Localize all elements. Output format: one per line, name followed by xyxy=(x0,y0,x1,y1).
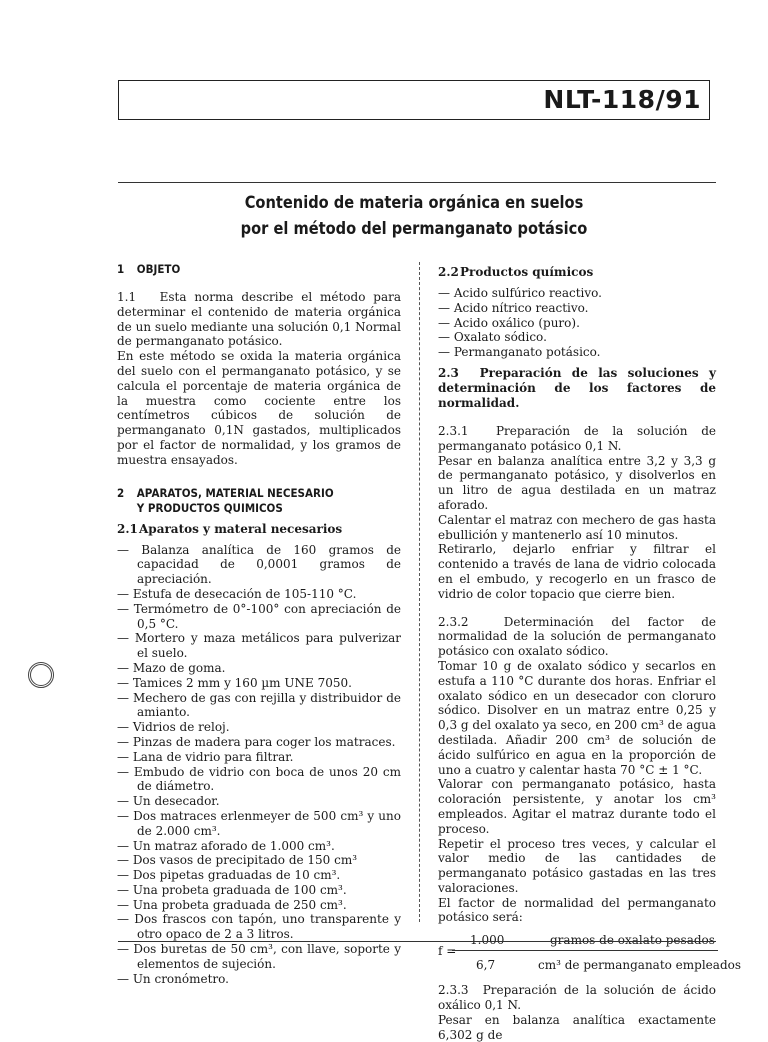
normality-factor-formula xyxy=(438,933,742,977)
formula-numerator-value: 1.000 xyxy=(470,933,505,948)
formula-lhs: f = xyxy=(438,944,457,959)
standard-code: NLT-118/91 xyxy=(543,85,701,114)
apparatus-item: — Tamices 2 mm y 160 µm UNE 7050. xyxy=(117,675,352,690)
section-2-3-3-paragraph-1: Pesar en balanza analítica exactamente 6,302 g de xyxy=(438,1012,716,1042)
apparatus-item: — Mazo de goma. xyxy=(117,660,226,675)
title-top-rule xyxy=(118,182,716,183)
apparatus-item: — Balanza analítica de 160 gramos de capacidad de 0,0001 gramos de apreciación. xyxy=(117,542,401,587)
apparatus-item: — Dos pipetas graduadas de 10 cm³. xyxy=(117,868,341,883)
chemical-item: — Acido oxálico (puro). xyxy=(438,315,580,330)
apparatus-item: — Estufa de desecación de 105-110 °C. xyxy=(117,586,357,601)
apparatus-item: — Dos matraces erlenmeyer de 500 cm³ y uno de 2.000 cm³. xyxy=(117,808,401,838)
apparatus-item: — Embudo de vidrio con boca de unos 20 cm de diámetro. xyxy=(117,764,401,794)
apparatus-item: — Un desecador. xyxy=(117,794,220,809)
apparatus-item: — Pinzas de madera para coger los matraces. xyxy=(117,734,396,749)
apparatus-item: — Un matraz aforado de 1.000 cm³. xyxy=(117,838,335,853)
formula-denominator-label: cm³ de permanganato empleados xyxy=(538,958,742,973)
section-1-method-paragraph: En este método se oxida la materia orgánica del suelo con el permanganato potásico, y se calcula el porcentaje de materia orgánica de la muestra como cociente entre los centímetros cúbicos de solución de permanganato 0,1N gastados, multiplicados por el factor de normalidad, y los gramos de muestra ensayados. xyxy=(117,349,401,467)
apparatus-item: — Un cronómetro. xyxy=(117,971,229,986)
section-2-3-1-paragraph-3: Retirarlo, dejarlo enfriar y filtrar el contenido a través de lana de vidrio colocada en el embudo, y recogerlo en un frasco de vidrio de color topacio que cierre bien. xyxy=(438,542,716,601)
section-2-3-1-paragraph-2: Calentar el matraz con mechero de gas hasta ebullición y mantenerlo así 10 minutos. xyxy=(438,512,716,542)
title-line-2: por el método del permanganato potásico xyxy=(240,219,588,239)
apparatus-item: — Vidrios de reloj. xyxy=(117,720,230,735)
column-divider xyxy=(419,262,420,922)
apparatus-item: — Dos buretas de 50 cm³, con llave, soporte y elementos de sujeción. xyxy=(117,942,401,971)
section-2-3-1-heading: 2.3.1 Preparación de la solución de permanganato potásico 0,1 N. xyxy=(438,423,716,453)
apparatus-item: — Una probeta graduada de 100 cm³. xyxy=(117,882,347,897)
section-2-3-2-paragraph-1: Tomar 10 g de oxalato sódico y secarlos en estufa a 110 °C durante dos horas. Enfriar el oxalato sódico en un desecador con cloruro sódico. Disolver en un matraz entre 0,25 y 0,3 g del oxalato ya seco, en 200 cm³ de agua destilada. Añadir 200 cm³ de solución de ácido sulfúrico en agua en la proporción de uno a cuatro y calentar hasta 70 °C ± 1 °C. xyxy=(438,658,716,777)
formula-numerator-label: gramos de oxalato pesados xyxy=(550,933,715,948)
apparatus-item: — Una probeta graduada de 250 cm³. xyxy=(117,897,347,912)
section-1-1-paragraph: 1.1 Esta norma describe el método para determinar el contenido de materia orgánica de un suelo mediante una solución 0,1 Normal de permanganato potásico. xyxy=(117,290,401,349)
section-2-3-heading: 2.3 Preparación de las soluciones y determinación de los factores de normalidad. xyxy=(438,365,716,410)
apparatus-item: — Mortero y maza metálicos para pulverizar el suelo. xyxy=(117,631,401,661)
apparatus-item: — Dos vasos de precipitado de 150 cm³ xyxy=(117,853,358,868)
section-2-1-heading: 2.1Aparatos y materal necesarios xyxy=(117,521,343,536)
chemical-item: — Acido sulfúrico reactivo. xyxy=(438,286,602,300)
section-2-3-2-heading: 2.3.2 Determinación del factor de normalidad de la solución de permanganato potásico con oxalato sódico. xyxy=(438,614,716,659)
left-column xyxy=(117,262,401,986)
standard-header-box xyxy=(118,80,710,120)
apparatus-item: — Termómetro de 0°-100° con apreciación de 0,5 °C. xyxy=(117,601,401,631)
document-title xyxy=(159,190,668,242)
apparatus-item: — Mechero de gas con rejilla y distribuidor de amianto. xyxy=(117,690,401,720)
chemicals-list xyxy=(438,286,716,360)
section-2-3-2-paragraph-2: Valorar con permanganato potásico, hasta coloración persistente, y anotar los cm³ empleados. Agitar el matraz durante todo el proceso. xyxy=(438,777,716,836)
scan-hole-mark-icon xyxy=(28,662,54,688)
chemical-item: — Acido nítrico reactivo. xyxy=(438,300,589,315)
apparatus-item: — Lana de vidrio para filtrar. xyxy=(117,749,294,764)
section-2-3-2-paragraph-3: Repetir el proceso tres veces, y calcular el valor medio de las cantidades de permanganato potásico gastadas en las tres valoraciones. xyxy=(438,836,716,895)
section-2-3-1-paragraph-1: Pesar en balanza analítica entre 3,2 y 3,3 g de permanganato potásico, y disolverlos en un litro de agua destilada en un matraz aforado. xyxy=(438,453,716,512)
section-2-3-2-paragraph-4: El factor de normalidad del permanganato potásico será: xyxy=(438,895,716,925)
title-line-1: Contenido de materia orgánica en suelos xyxy=(244,193,584,213)
footer-rule xyxy=(118,941,716,942)
apparatus-list xyxy=(117,543,401,987)
section-2-3-3-heading: 2.3.3 Preparación de la solución de ácido oxálico 0,1 N. xyxy=(438,983,716,1013)
section-2-heading: 2 APARATOS, MATERIAL NECESARIO Y PRODUCTOS QUIMICOS xyxy=(117,485,334,515)
section-2-2-heading: 2.2Productos químicos xyxy=(438,265,594,279)
chemical-item: — Permanganato potásico. xyxy=(438,345,601,360)
section-1-heading: 1 OBJETO xyxy=(117,262,181,276)
formula-fraction-line xyxy=(452,950,718,951)
formula-denominator-value: 6,7 xyxy=(476,958,496,973)
chemical-item: — Oxalato sódico. xyxy=(438,330,547,345)
apparatus-item: — Dos frascos con tapón, uno transparente y otro opaco de 2 a 3 litros. xyxy=(117,912,401,942)
right-column xyxy=(438,265,742,1042)
